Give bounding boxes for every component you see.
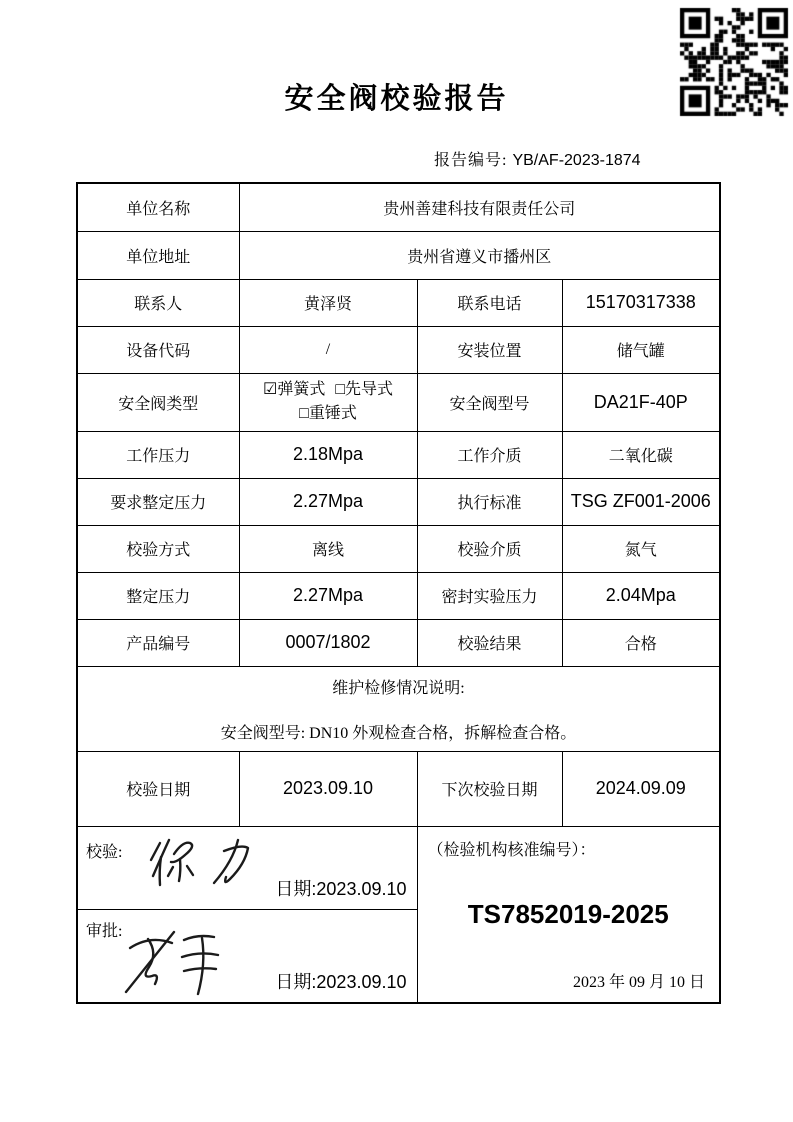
table-row (77, 326, 720, 373)
required-set-pressure-label: 要求整定压力 (77, 478, 239, 525)
unit-address-value: 贵州省遵义市播州区 (239, 231, 720, 279)
contact-value: 黄泽贤 (239, 279, 417, 326)
seal-test-pressure-value: 2.04Mpa (562, 572, 720, 619)
table-row (77, 478, 720, 525)
calibrator-label: 校验: (86, 843, 123, 861)
checkbox-spring-checked: ☑弹簧式 (262, 381, 326, 398)
checkbox-pilot-unchecked: □先导式 (335, 381, 394, 398)
next-calibration-date-label: 下次校验日期 (417, 751, 562, 826)
equipment-code-label: 设备代码 (77, 326, 239, 373)
set-pressure-label: 整定压力 (77, 572, 239, 619)
seal-test-pressure-label: 密封实验压力 (417, 572, 562, 619)
table-row (77, 431, 720, 478)
install-location-label: 安装位置 (417, 326, 562, 373)
valve-model-label: 安全阀型号 (417, 373, 562, 431)
valve-type-label: 安全阀类型 (77, 373, 239, 431)
approver-signature-cell (77, 909, 417, 1003)
unit-name-label: 单位名称 (77, 183, 239, 231)
calibration-medium-label: 校验介质 (417, 525, 562, 572)
working-pressure-label: 工作压力 (77, 431, 239, 478)
valve-type-options (239, 373, 417, 431)
table-row (77, 826, 720, 909)
calibrator-date: 日期:2023.09.10 (275, 878, 407, 899)
result-label: 校验结果 (417, 619, 562, 666)
report-number-label: 报告编号: (434, 152, 508, 169)
set-pressure-value: 2.27Mpa (239, 572, 417, 619)
next-calibration-date-value: 2024.09.09 (562, 751, 720, 826)
agency-approval-cell (417, 826, 720, 1003)
table-row (77, 183, 720, 231)
phone-value: 15170317338 (562, 279, 720, 326)
required-set-pressure-value: 2.27Mpa (239, 478, 417, 525)
page-title: 安全阀校验报告 (284, 83, 509, 115)
table-row (77, 231, 720, 279)
table-row (77, 619, 720, 666)
valve-model-value: DA21F-40P (562, 373, 720, 431)
maintenance-note-title: 维护检修情况说明: (332, 679, 465, 697)
product-no-label: 产品编号 (77, 619, 239, 666)
calibration-medium-value: 氮气 (562, 525, 720, 572)
calibration-method-value: 离线 (239, 525, 417, 572)
working-pressure-value: 2.18Mpa (239, 431, 417, 478)
result-value: 合格 (562, 619, 720, 666)
product-no-value: 0007/1802 (239, 619, 417, 666)
approver-date: 日期:2023.09.10 (275, 972, 407, 992)
install-location-value: 储气罐 (562, 326, 720, 373)
maintenance-note (77, 666, 720, 751)
report-number (434, 147, 641, 170)
approver-signature-icon (118, 926, 248, 1002)
phone-label: 联系电话 (417, 279, 562, 326)
table-row (77, 525, 720, 572)
approver-label: 审批: (86, 922, 123, 940)
working-medium-value: 二氧化碳 (562, 431, 720, 478)
contact-label: 联系人 (77, 279, 239, 326)
qr-code-icon (678, 6, 790, 118)
table-row (77, 279, 720, 326)
working-medium-label: 工作介质 (417, 431, 562, 478)
calibration-method-label: 校验方式 (77, 525, 239, 572)
table-row (77, 751, 720, 826)
maintenance-note-body: 安全阀型号: DN10 外观检查合格，拆解检查合格。 (220, 724, 577, 742)
calibrator-signature-cell (77, 826, 417, 909)
standard-label: 执行标准 (417, 478, 562, 525)
equipment-code-value: / (239, 326, 417, 373)
table-row (77, 666, 720, 751)
agency-approval-label: （检验机构核准编号）： (427, 841, 596, 859)
unit-name-value: 贵州善建科技有限责任公司 (239, 183, 720, 231)
table-row (77, 572, 720, 619)
calibration-date-value: 2023.09.10 (239, 751, 417, 826)
standard-value: TSG ZF001-2006 (562, 478, 720, 525)
report-table (76, 182, 721, 1004)
calibration-date-label: 校验日期 (77, 751, 239, 826)
table-row (77, 373, 720, 431)
unit-address-label: 单位地址 (77, 231, 239, 279)
calibrator-signature-icon (144, 833, 284, 891)
agency-approval-number: TS7852019-2025 (467, 898, 669, 929)
report-number-value: YB/AF-2023-1874 (512, 152, 641, 169)
checkbox-weight-unchecked: □重锤式 (299, 405, 357, 422)
agency-date: 2023 年 09 月 10 日 (573, 974, 706, 991)
